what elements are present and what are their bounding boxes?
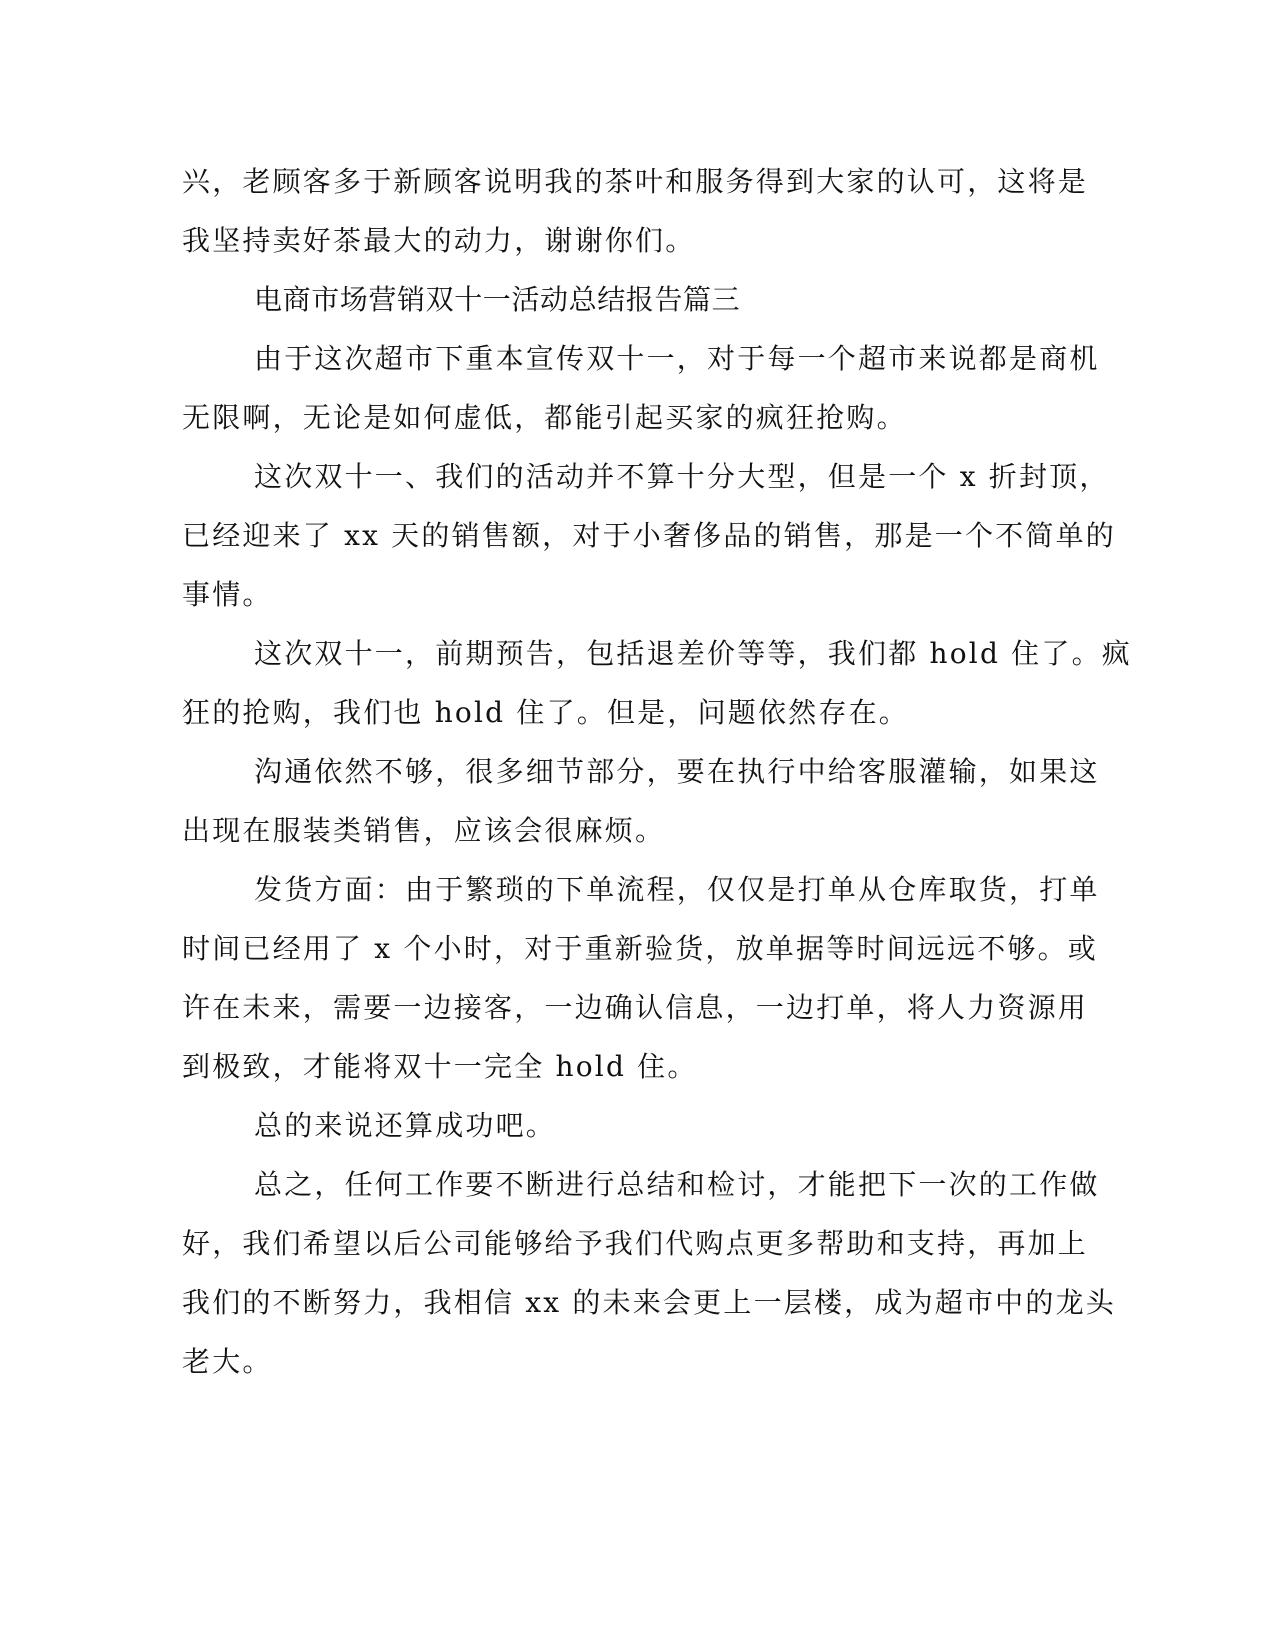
paragraph-line: 到极致，才能将双十一完全 hold 住。 xyxy=(182,1050,698,1083)
paragraph-line: 已经迎来了 xx 天的销售额，对于小奢侈品的销售，那是一个不简单的 xyxy=(182,519,1116,552)
section-heading: 电商市场营销双十一活动总结报告篇三 xyxy=(254,283,741,316)
document-body xyxy=(182,152,1132,1391)
paragraph-line: 老大。 xyxy=(182,1345,273,1378)
paragraph-line: 总的来说还算成功吧。 xyxy=(254,1109,557,1142)
paragraph-line: 发货方面：由于繁琐的下单流程，仅仅是打单从仓库取货，打单 xyxy=(254,873,1100,906)
paragraph-line: 狂的抢购，我们也 hold 住了。但是，问题依然存在。 xyxy=(182,696,909,729)
paragraph-line: 由于这次超市下重本宣传双十一，对于每一个超市来说都是商机 xyxy=(254,342,1100,375)
paragraph-line: 时间已经用了 x 个小时，对于重新验货，放单据等时间远远不够。或 xyxy=(182,932,1098,965)
paragraph-line: 无限啊，无论是如何虚低，都能引起买家的疯狂抢购。 xyxy=(182,401,907,434)
paragraph-line: 我们的不断努力，我相信 xx 的未来会更上一层楼，成为超市中的龙头 xyxy=(182,1286,1116,1319)
paragraph-line: 这次双十一、我们的活动并不算十分大型，但是一个 x 折封顶， xyxy=(254,460,1110,493)
paragraph-line: 出现在服装类销售，应该会很麻烦。 xyxy=(182,814,666,847)
paragraph-line: 这次双十一，前期预告，包括退差价等等，我们都 hold 住了。疯 xyxy=(254,637,1132,670)
paragraph-line: 许在未来，需要一边接客，一边确认信息，一边打单，将人力资源用 xyxy=(182,991,1089,1024)
paragraph-line: 好，我们希望以后公司能够给予我们代购点更多帮助和支持，再加上 xyxy=(182,1227,1089,1260)
paragraph-line: 总之，任何工作要不断进行总结和检讨，才能把下一次的工作做 xyxy=(254,1168,1100,1201)
paragraph-line: 沟通依然不够，很多细节部分，要在执行中给客服灌输，如果这 xyxy=(254,755,1100,788)
paragraph-line: 我坚持卖好茶最大的动力，谢谢你们。 xyxy=(182,224,696,257)
paragraph-line: 兴，老顾客多于新顾客说明我的茶叶和服务得到大家的认可，这将是 xyxy=(182,165,1089,198)
paragraph-line: 事情。 xyxy=(182,578,273,611)
